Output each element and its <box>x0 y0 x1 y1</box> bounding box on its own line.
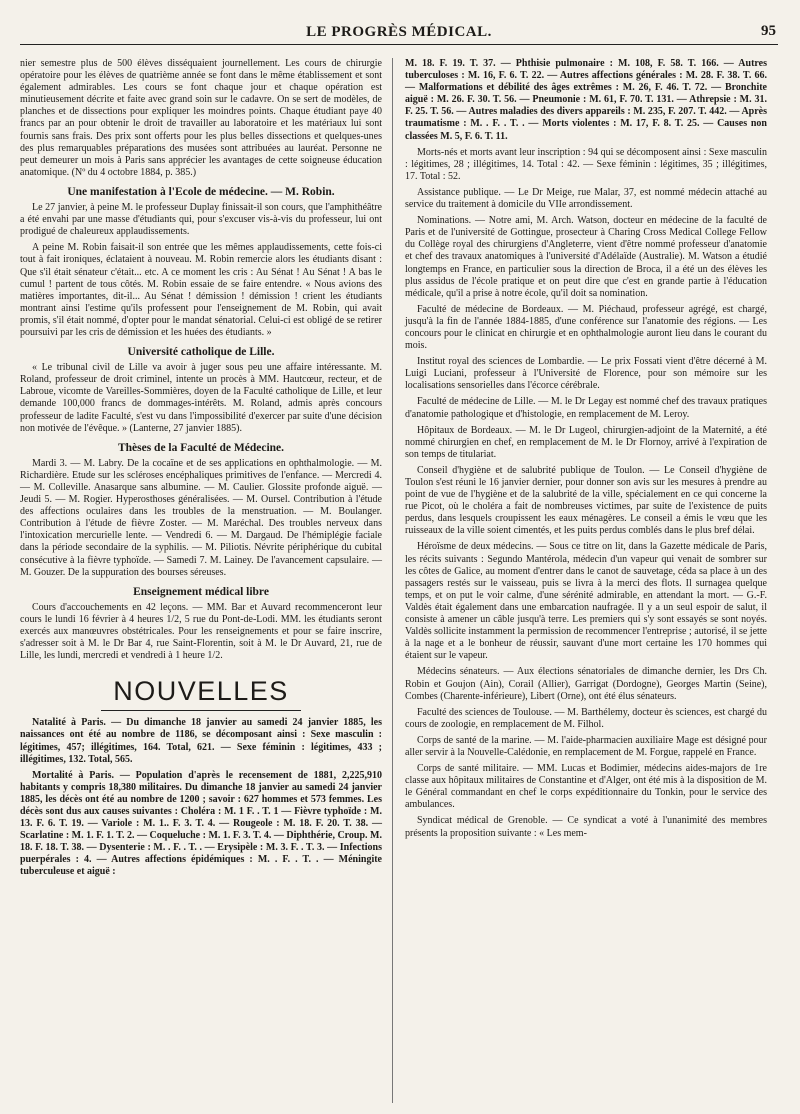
news-item: Hôpitaux de Bordeaux. — M. le Dr Lugeol, chirurgien-adjoint de la Maternité, a été nommé chirurgien en chef, en remplacement de M. le Dr Flornoy, arrivé à l'expiration de son temps de titulariat. <box>405 424 767 460</box>
news-item: Assistance publique. — Le Dr Meige, rue Malar, 37, est nommé médecin attaché au service du traitement à domicile du VIIe arrondissement. <box>405 186 767 211</box>
news-item: Nominations. — Notre ami, M. Arch. Watson, docteur en médecine de la faculté de Paris et de l'université de Gottingue, prosecteur à Charing Cross Medical College Fellow du Collège royal des chirurgiens d'Angleterre, vient d'être nommé professeur d'anatomie et chef des travaux anatomiques à l'université d'Adélaïde (Australie). M. Watson a étudié longtemps en France, en particulier sous la direction de Broca, il a été un des élèves les plus assidus de l'école pratique et on peut dire que c'est en grande partie à l'éducation médicale, qu'il a prise à notre école, qu'il doit sa nomination. <box>405 215 767 299</box>
news-item: Conseil d'hygiène et de salubrité publique de Toulon. — Le Conseil d'hygiène de Toulon s'est réuni le 16 janvier dernier, pour donner son avis sur les mesures à prendre au point de vue de l'hygiène et de la salubrité de la ville, spécialement en ce qui concerne la rue Picot, où le choléra a fait de nombreuses victimes, par suite de l'existence de puits perdus, dans lesquels croupissent les eaux ménagères. Le conseil a émis le vœu que les ruisseaux de la ville soient cimentés, et les puits perdus comblés dans le plus bref délai. <box>405 464 767 537</box>
news-item: M. 18. F. 19. T. 37. — Phthisie pulmonaire : M. 108, F. 58. T. 166. — Autres tuberculoses : M. 16, F. 6. T. 22. — Autres affections générales : M. 28. F. 38. T. 66. — Malformations et débilité des âges extrêmes : M. 26, F. 46. T. 72. — Bronchite aiguë : M. 26. F. 30. T. 56. — Pneumonie : M. 61, F. 70. T. 131. — Athrepsie : M. 31. F. 25. T. 56. — Autres maladies des divers appareils : M. 235, F. 207. T. 442. — Après traumatisme : M. . F. . T. . — Morts violentes : M. 17, F. 8. T. 25. — Causes non classées M. 5, F. 6. T. 11. <box>405 58 767 142</box>
article-paragraph: A peine M. Robin faisait-il son entrée que les mêmes applaudissements, cette fois-ci tout à fait ironiques, éclataient à nouveau. M. Robin remercie alors les étudiants disant : Que s'il était sénateur c'était... etc. A ce moment les cris : Au Sénat ! Au Sénat ! A bas le cumul ! partent de tous côtés. M. Robin essaie de se faire entendre. « Nous avions des matières importantes, dit-il... Au Sénat ! démission ! démission ! crient les étudiants montrant ainsi l'estime qu'ils professent pour l'enseignement de M. Robin, qui avait promis, s'il était nommé, d'opter pour le mandat sénatorial. Celui-ci est obligé de se retirer poursuivi par les cris de démission et les huées des étudiants. » <box>20 242 382 338</box>
news-item: Faculté des sciences de Toulouse. — M. Barthélemy, docteur ès sciences, est chargé du cours de zoologie, en remplacement de M. Filhol. <box>405 706 767 730</box>
section-heading: Enseignement médical libre <box>133 585 269 598</box>
article-paragraph: Le 27 janvier, à peine M. le professeur Duplay finissait-il son cours, que l'amphithéâtre a été envahi par une masse d'étudiants qui, pour s'excuser vis-à-vis du professeur, lui ont prodigué de chaleureux applaudissements. <box>20 202 382 238</box>
page-number: 95 <box>761 23 776 39</box>
news-item: Syndicat médical de Grenoble. — Ce syndicat a voté à l'unanimité des membres présents la proposition suivante : « Les mem- <box>405 815 767 839</box>
article-paragraph: Mardi 3. — M. Labry. De la cocaïne et de ses applications en ophthalmologie. — M. Richardière. Etude sur les scléroses encéphaliques primitives de l'enfance. — Mercredi 4. — M. Colleville. Anasarque sans albumine. — M. Caulier. Glossite profonde aiguë. — Jeudi 5. — M. Rogier. Hyperosthoses généralisées. — M. Oursel. Contribution à l'étude des affections oculaires dans les troubles de la menstruation. — M. Boulanger. Contribution à l'étude de fièvre Zoster. — M. Maréchal. Des troubles nerveux dans l'intoxication mercurielle lente. — Vendredi 6. — M. Dargaud. De l'hémiplégie faciale dans la période secondaire de la syphilis. — M. Piliotis. Névrite périphérique du cubital consécutive à la fièvre typhoïde. — Samedi 7. M. Lainey. De l'avancement capsulaire. — M. Gouzer. De la suppuration des bourses séreuses. <box>20 457 382 578</box>
nouvelles-rule <box>101 710 301 711</box>
news-item: Corps de santé militaire. — MM. Lucas et Bodimier, médecins aides-majors de 1re classe aux hôpitaux militaires de Constantine et d'Alger, ont été mis à la disposition de M. le Général commandant en chef le corps expéditionnaire du Tonkin, pour le service des ambulances. <box>405 763 767 811</box>
news-item: Héroïsme de deux médecins. — Sous ce titre on lit, dans la Gazette médicale de Paris, les récits suivants : Segundo Mantérola, médecin d'un vapeur qui venait de sombrer sur les côtes de Galice, au moment d'entrer dans le canot de sauvetage, céda sa place à un des passagers restés sur le vaisseau, puis se livra à la merci des flots. Il surnagea quelque temps, et on put le voir calme, d'une sérénité admirable, en attendant la mort. — G.-F. Valdès était également dans une embarcation naufragée. Il y a un seul espoir de salut, il consiste à amener un câble jusqu'à terre. Les premiers qui s'y sont essayés se sont noyés. Valdès sollicite instamment la permission de recommencer l'entreprise ; autorisé, il se jette à la nage et a le bonheur de réussir, sauvant d'une mort certaine les 170 hommes qui étaient sur le vapeur. <box>405 541 767 662</box>
news-item: Morts-nés et morts avant leur inscription : 94 qui se décomposent ainsi : Sexe masculin : légitimes, 28 ; illégitimes, 14. Total : 42. — Sexe féminin : légitimes, 35 ; illégitimes, 17. Total : 52. <box>405 146 767 182</box>
news-item: Faculté de médecine de Lille. — M. le Dr Legay est nommé chef des travaux pratiques d'anatomie pathologique et d'histologie, en remplacement de M. Leroy. <box>405 396 767 420</box>
article-paragraph: « Le tribunal civil de Lille va avoir à juger sous peu une affaire intéressante. M. Roland, professeur de droit criminel, intente un procès à MM. Hautcœur, recteur, et de Labroue, vicomte de Vareilles-Sommières, doyen de la Faculté catholique de Lille, et leur demande 100,000 francs de dommages-intérêts. M. Roland, admis après concours professeur de ladite Faculté, s'est vu dans l'impossibilité d'exercer par suite d'une décision non motivée de l'évêque. » (Lanterne, 27 janvier 1885). <box>20 362 382 434</box>
news-item: Institut royal des sciences de Lombardie. — Le prix Fossati vient d'être décerné à M. Luigi Luciani, professeur à l'Université de Florence, pour son mémoire sur les localisations sensorielles dans l'écorce cérébrale. <box>405 356 767 392</box>
news-item: Faculté de médecine de Bordeaux. — M. Piéchaud, professeur agrégé, est chargé, jusqu'à la fin de l'année 1884-1885, d'une conférence sur l'anatomie des régions. — Les concours pour le clinicat en chirurgie et en ophthalmologie auront lieu dans le courant du mois. <box>405 303 767 352</box>
nouvelles-heading: NOUVELLES <box>113 676 289 707</box>
section-heading: Thèses de la Faculté de Médecine. <box>117 441 285 454</box>
article-paragraph: Cours d'accouchements en 42 leçons. — MM. Bar et Auvard recommenceront leur cours le lundi 16 février à 4 heures 1/2, 5 rue du Pont-de-Lodi. MM. les étudiants seront exercés aux manœuvres obstétricales. Pour les renseignements et pour se faire inscrire, s'adresser soit à M. le Dr Bar 4, rue Saint-Florentin, soit à M. le Dr Auvard, 21, rue de Lille, les lundi, mercredi et vendredi à 1 heure 1/2. <box>20 601 382 662</box>
right-column <box>405 58 767 844</box>
news-item: Corps de santé de la marine. — M. l'aide-pharmacien auxiliaire Mage est désigné pour aller servir à la Nouvelle-Calédonie, en remplacement de M. Forgue, rappelé en France. <box>405 734 767 758</box>
section-heading: Une manifestation à l'Ecole de médecine. — M. Robin. <box>67 185 335 198</box>
column-divider <box>392 58 393 1103</box>
left-column <box>20 58 382 883</box>
journal-title: LE PROGRÈS MÉDICAL. <box>306 24 492 40</box>
news-item: Médecins sénateurs. — Aux élections sénatoriales de dimanche dernier, les Drs Ch. Robin et Goujon (Ain), Corail (Allier), Garrigat (Dordogne), Georges Martin (Seine), Combes (Charente-inférieure), Libert (Orne), ont été élus sénateurs. <box>405 666 767 702</box>
section-heading: Université catholique de Lille. <box>127 346 275 359</box>
news-item: Mortalité à Paris. — Population d'après le recensement de 1881, 2,225,910 habitants y compris 18,380 militaires. Du dimanche 18 janvier au samedi 24 janvier 1885, les décès ont été au nombre de 1200 ; savoir : 627 hommes et 573 femmes. Les décès sont dus aux causes suivantes : Choléra : M. 1 F. . T. 1 — Fièvre typhoïde : M. 13. F. 6. T. 19. — Variole : M. 1.. F. 3. T. 4. — Rougeole : M. 18. F. 20. T. 38. — Scarlatine : M. 1. F. 1. T. 2. — Coqueluche : M. 1. F. 3. T. 4. — Diphthérie, Croup. M. 18. F. 18. T. 38. — Dysenterie : M. . F. . T. . — Erysipèle : M. 3. F. . T. 3. — Infections puerpérales : 4. — Autres affections épidémiques : M. . F. . T. . — Méningite tuberculeuse et aiguë : <box>20 769 382 878</box>
running-header <box>20 22 778 45</box>
news-item: Natalité à Paris. — Du dimanche 18 janvier au samedi 24 janvier 1885, les naissances ont été au nombre de 1186, se décomposant ainsi : Sexe masculin : légitimes, 457; illégitimes, 164. Total, 621. — Sexe féminin : légitimes, 433 ; illégitimes, 132. Total, 565. <box>20 717 382 765</box>
article-paragraph: nier semestre plus de 500 élèves disséquaient journellement. Les cours de chirurgie opératoire pour les élèves de quatrième année se font dans le même établissement et sont également admirables. Les cours se font chaque jour et chaque opération est minutieusement décrite et faite avec grand soin sur le cadavre. On se sert de modèles, de planches et de dissections pour expliquer les moindres points. Chaque étudiant paye 40 francs par an pour obtenir le droit de travailler au laboratoire et les matériaux lui sont fournis sans frais. Des prix sont offerts pour les plus belles dissections et quelques-unes des plus remarquables préparations des musées sont attribuées au lauréat. Personne ne peut demeurer un mois à Paris sans apprécier les avantages de cette soigneuse éducation anatomique. (Nº du 4 octobre 1884, p. 385.) <box>20 58 382 178</box>
